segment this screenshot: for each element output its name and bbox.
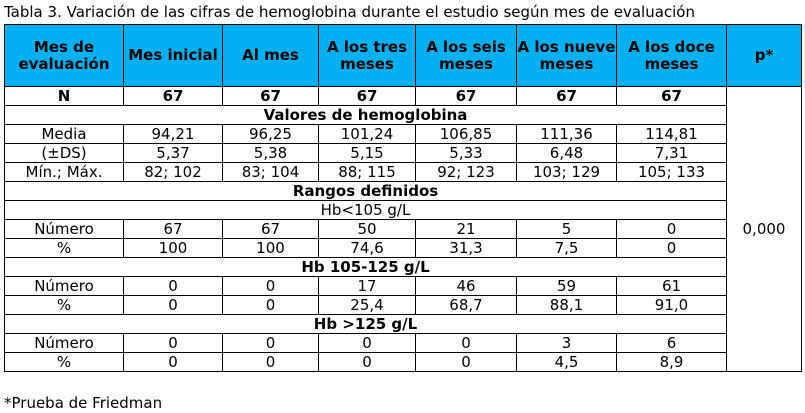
header-row — [5, 25, 802, 87]
table-cell: 0 — [223, 353, 319, 372]
table-cell: 105; 133 — [617, 163, 727, 182]
table-row — [5, 353, 802, 372]
table-cell: 5,38 — [223, 144, 319, 163]
table-row — [5, 144, 802, 163]
subsection-row — [5, 201, 802, 220]
row-label: Media — [5, 125, 124, 144]
table-cell: 96,25 — [223, 125, 319, 144]
table-cell: 111,36 — [517, 125, 617, 144]
table-cell: 82; 102 — [124, 163, 223, 182]
table-cell: 101,24 — [319, 125, 416, 144]
row-label: Número — [5, 277, 124, 296]
table-cell: 92; 123 — [416, 163, 517, 182]
table-cell: 0 — [319, 353, 416, 372]
table-cell: 67 — [223, 87, 319, 106]
table-row — [5, 239, 802, 258]
section-title-hb-values: Valores de hemoglobina — [5, 106, 727, 125]
header-tres-meses: A los tres meses — [319, 25, 416, 87]
table-footnote: *Prueba de Friedman — [4, 394, 163, 412]
table-cell: 88,1 — [517, 296, 617, 315]
table-cell: 5,33 — [416, 144, 517, 163]
row-label: % — [5, 296, 124, 315]
row-label: % — [5, 239, 124, 258]
table-row — [5, 296, 802, 315]
table-cell: 0 — [124, 353, 223, 372]
table-cell: 0 — [416, 353, 517, 372]
table-cell: 59 — [517, 277, 617, 296]
table-cell: 94,21 — [124, 125, 223, 144]
table-cell: 67 — [124, 220, 223, 239]
subsection-row — [5, 315, 802, 334]
table-cell: 103; 129 — [517, 163, 617, 182]
table-cell: 5,37 — [124, 144, 223, 163]
table-cell: 25,4 — [319, 296, 416, 315]
subsection-title-hb-105-125: Hb 105-125 g/L — [5, 258, 727, 277]
table-cell: 50 — [319, 220, 416, 239]
header-doce-meses: A los doce meses — [617, 25, 727, 87]
table-cell: 106,85 — [416, 125, 517, 144]
table-cell: 0 — [124, 334, 223, 353]
table-cell: 74,6 — [319, 239, 416, 258]
table-cell: 0 — [416, 334, 517, 353]
row-label: Mín.; Máx. — [5, 163, 124, 182]
table-cell: 0 — [223, 334, 319, 353]
table-cell: 31,3 — [416, 239, 517, 258]
table-cell: 100 — [124, 239, 223, 258]
section-row — [5, 106, 802, 125]
subsection-row — [5, 258, 802, 277]
table-cell: 21 — [416, 220, 517, 239]
table-cell: 8,9 — [617, 353, 727, 372]
table-cell: 6,48 — [517, 144, 617, 163]
table-row — [5, 220, 802, 239]
table-cell: 88; 115 — [319, 163, 416, 182]
table-row — [5, 277, 802, 296]
table-cell: 3 — [517, 334, 617, 353]
table-cell: 114,81 — [617, 125, 727, 144]
table-cell: 17 — [319, 277, 416, 296]
table-cell: 0 — [617, 220, 727, 239]
table-row — [5, 334, 802, 353]
header-nueve-meses: A los nueve meses — [517, 25, 617, 87]
table-row-n — [5, 87, 802, 106]
section-row — [5, 182, 802, 201]
table-cell: 0 — [223, 296, 319, 315]
table-cell: 83; 104 — [223, 163, 319, 182]
table-cell: 7,31 — [617, 144, 727, 163]
table-cell: 61 — [617, 277, 727, 296]
header-mes-inicial: Mes inicial — [124, 25, 223, 87]
table-cell: 100 — [223, 239, 319, 258]
table-row — [5, 163, 802, 182]
table-cell: 67 — [416, 87, 517, 106]
table-cell: 0 — [124, 296, 223, 315]
table-cell: 67 — [319, 87, 416, 106]
subsection-title-hb-above-125: Hb >125 g/L — [5, 315, 727, 334]
header-seis-meses: A los seis meses — [416, 25, 517, 87]
row-label: Número — [5, 334, 124, 353]
p-value-cell: 0,000 — [727, 87, 802, 372]
table-cell: 0 — [617, 239, 727, 258]
hemoglobin-table — [4, 24, 802, 372]
header-p-value: p* — [727, 25, 802, 87]
table-cell: 68,7 — [416, 296, 517, 315]
row-label: Número — [5, 220, 124, 239]
table-cell: 7,5 — [517, 239, 617, 258]
header-mes-evaluacion: Mes de evaluación — [5, 25, 124, 87]
table-caption: Tabla 3. Variación de las cifras de hemoglobina durante el estudio según mes de evaluación — [4, 3, 695, 21]
table-cell: 5 — [517, 220, 617, 239]
section-title-ranges: Rangos definidos — [5, 182, 727, 201]
table-cell: 4,5 — [517, 353, 617, 372]
table-cell: 0 — [124, 277, 223, 296]
table-cell: 67 — [517, 87, 617, 106]
table-cell: 46 — [416, 277, 517, 296]
subsection-title-hb-below-105: Hb<105 g/L — [5, 201, 727, 220]
table-cell: 67 — [223, 220, 319, 239]
table-cell: 0 — [319, 334, 416, 353]
row-label: % — [5, 353, 124, 372]
table-cell: 6 — [617, 334, 727, 353]
table-cell: 67 — [617, 87, 727, 106]
header-al-mes: Al mes — [223, 25, 319, 87]
table-row — [5, 125, 802, 144]
row-label: (±DS) — [5, 144, 124, 163]
table-cell: 0 — [223, 277, 319, 296]
row-label: N — [5, 87, 124, 106]
table-cell: 5,15 — [319, 144, 416, 163]
table-cell: 91,0 — [617, 296, 727, 315]
table-cell: 67 — [124, 87, 223, 106]
